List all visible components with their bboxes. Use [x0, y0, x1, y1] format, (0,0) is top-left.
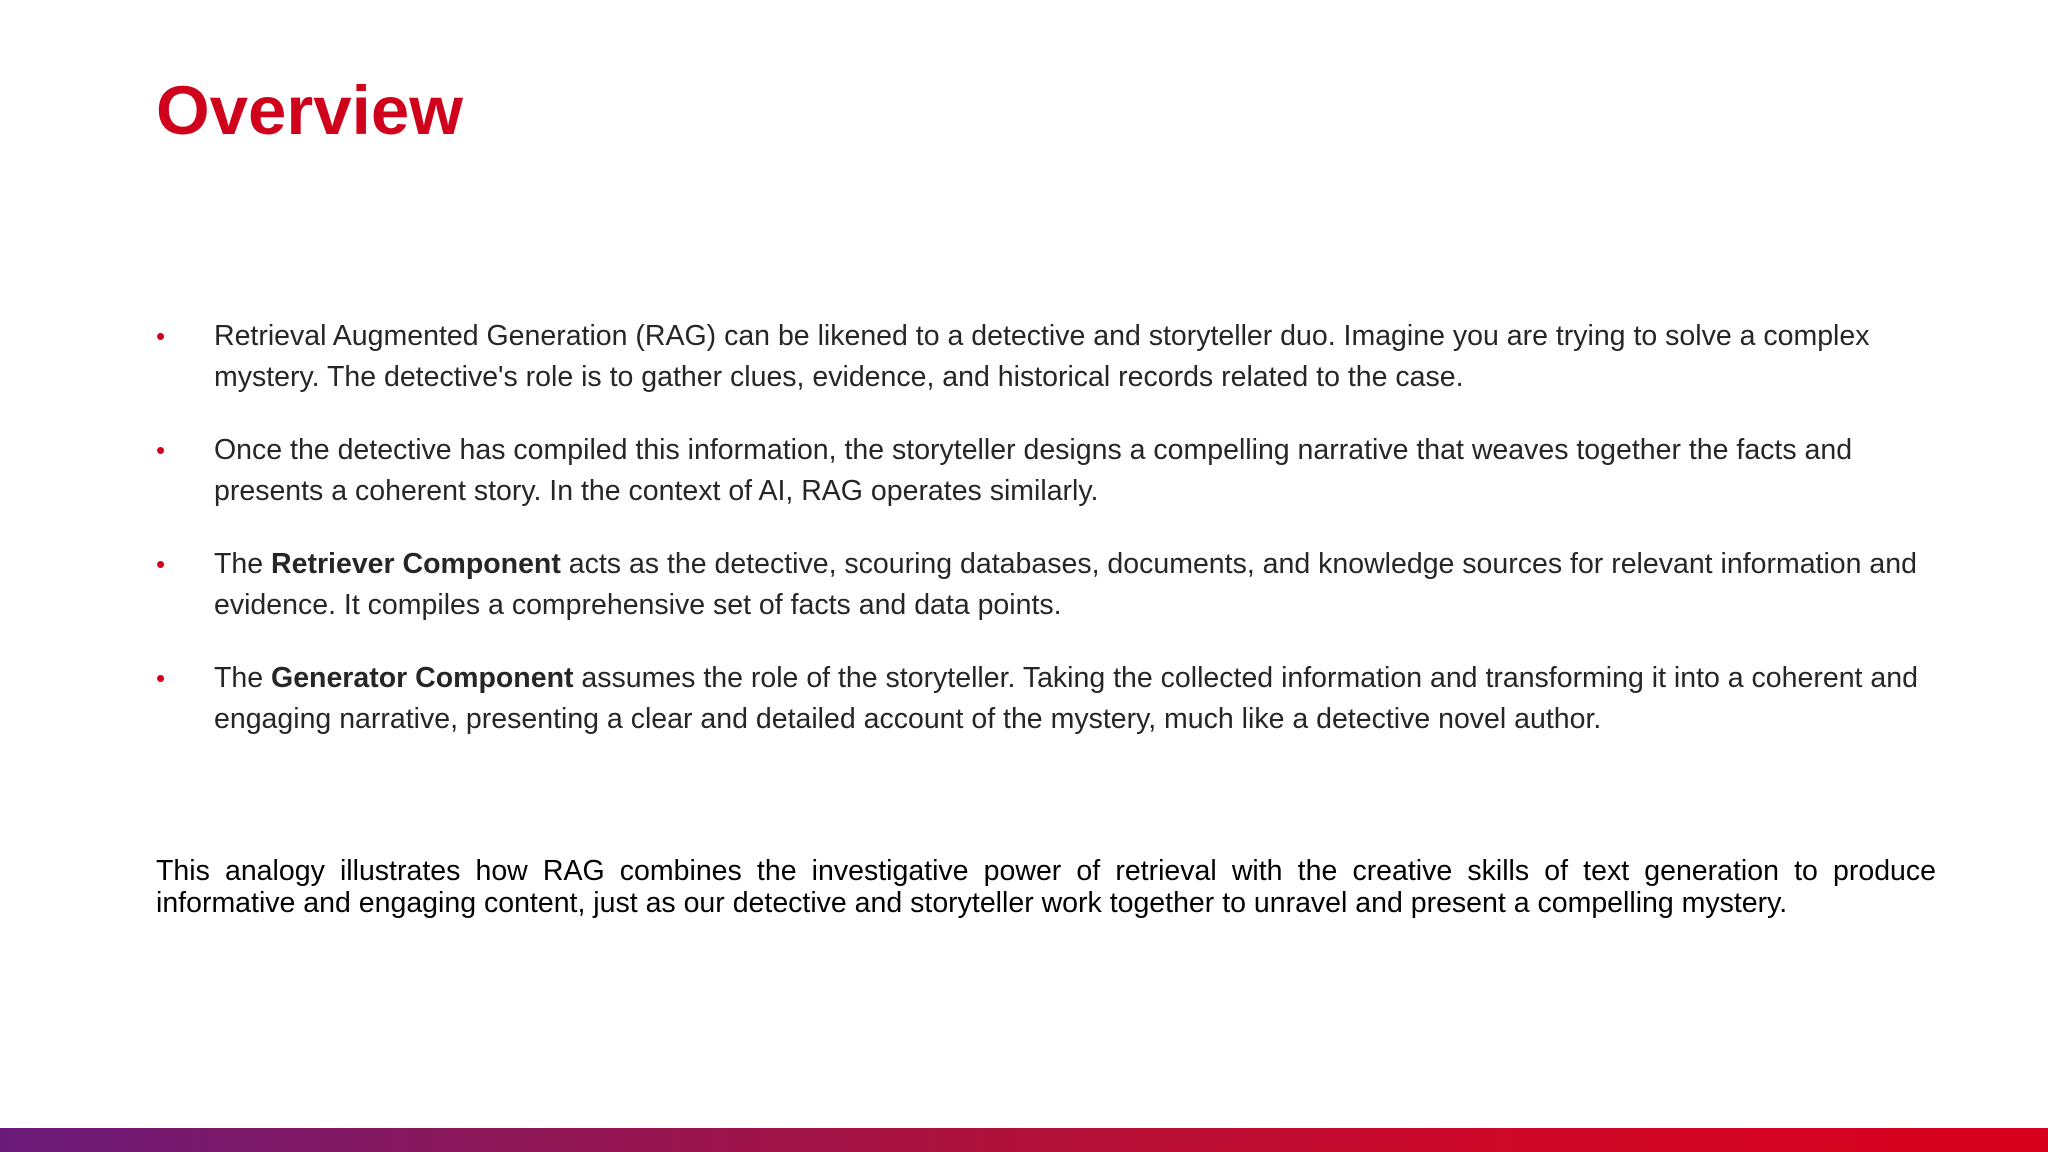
bullet-item	[156, 316, 1946, 398]
bullet-dot-icon: •	[156, 663, 166, 693]
bullet-dot-icon: •	[156, 549, 166, 579]
bullet-dot-icon: •	[156, 321, 166, 351]
bullet-text: Once the detective has compiled this information, the storyteller designs a compelling narrative that weaves together the facts and presents a coherent story. In the context of AI, RAG operates similarly.	[214, 434, 1853, 507]
bullet-text-suffix: acts as the detective, scouring databases, documents, and knowledge sources for relevant information and evidence. It compiles a comprehensive set of facts and data points.	[214, 548, 1917, 621]
footer-gradient-bar	[0, 1128, 2048, 1152]
bullet-text-suffix: assumes the role of the storyteller. Taking the collected information and transforming it into a coherent and engaging narrative, presenting a clear and detailed account of the mystery, much like a detective novel author.	[214, 662, 1918, 735]
bullet-text-prefix: The	[214, 662, 272, 694]
slide-title: Overview	[156, 72, 463, 149]
bullet-text: Retrieval Augmented Generation (RAG) can be likened to a detective and storyteller duo. Imagine you are trying to solve a complex mystery. The detective's role is to gather clues, evidence, and historical records related to the case.	[214, 320, 1870, 393]
bullet-item	[156, 430, 1946, 512]
bullet-dot-icon: •	[156, 435, 166, 465]
summary-paragraph: This analogy illustrates how RAG combines the investigative power of retrieval with the creative skills of text generation to produce informative and engaging content, just as our detective and storyteller work together to unravel and present a compelling mystery.	[156, 855, 1936, 919]
bullet-bold-term: Retriever Component	[271, 548, 561, 580]
bullet-text-prefix: The	[214, 548, 272, 580]
bullet-item	[156, 658, 1946, 740]
bullet-item	[156, 544, 1946, 626]
bullet-list	[156, 316, 1946, 772]
bullet-bold-term: Generator Component	[271, 662, 574, 694]
